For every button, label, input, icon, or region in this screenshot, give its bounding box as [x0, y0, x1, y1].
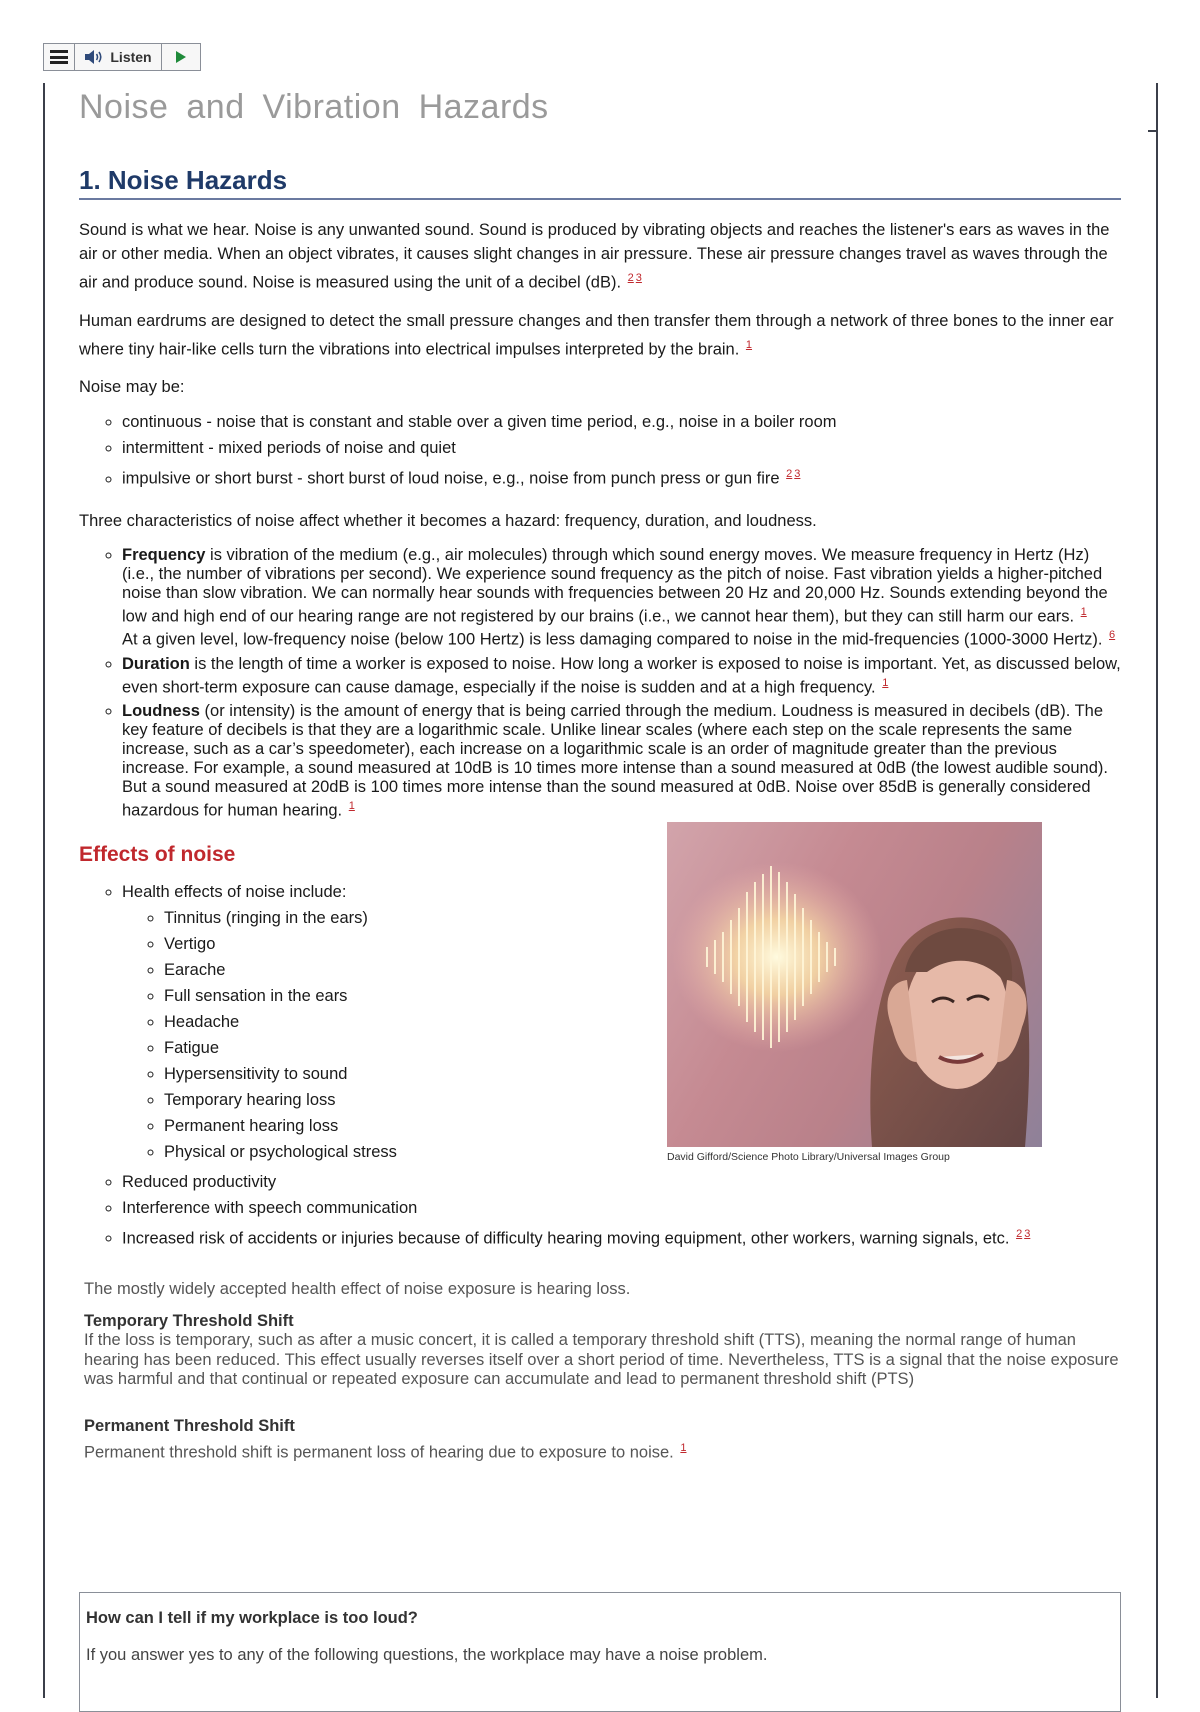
section-heading: 1. Noise Hazards [79, 165, 1121, 200]
page-frame-left [43, 83, 45, 1698]
pts-text: Permanent threshold shift is permanent loss of hearing due to exposure to noise. [84, 1443, 674, 1461]
footnote-link[interactable]: 1 [745, 338, 753, 351]
list-item: ◦ Increased risk of accidents or injuries because of difficulty hearing moving equipment, other workers, warning signals, etc. $^{2 3}$ [122, 1221, 1121, 1252]
footnote-link[interactable]: 2 [627, 272, 634, 284]
list-item: ◦ Permanent hearing loss [164, 1113, 722, 1139]
footnote-refs [744, 339, 752, 351]
list-item: ◦ Fatigue [164, 1035, 722, 1061]
list-item: ◦ Headache [164, 1009, 722, 1035]
list-item-duration: ◦ Duration is the length of time a worker is exposed to noise. How long a worker is exposed to noise is important. Yet, as discussed below, even short-term exposure can cause damage, especially if the noise is sudden and at a high frequency. $^1$ [122, 655, 1121, 698]
footnote-refs [880, 677, 888, 689]
intro-text: Sound is what we hear. Noise is any unwanted sound. Sound is produced by vibrating objects and reaches the listener's ears as waves in the air or other media. When an object vibrates, it causes slight changes in air pressure. These air pressure changes travel as waves through the air and produce sound. Noise is measured using the unit of a decibel (dB). [79, 221, 1110, 292]
list-item-frequency: ◦ Frequency is vibration of the medium (e.g., air molecules) through which sound energy moves. We measure frequency in Hertz (Hz) (i.e., the number of vibrations per second). We experience sound frequency as the pitch of noise. Fast vibration yields a higher-pitched noise than slow vibration. We can normally hear sounds with frequencies between 20 Hz and 20,000 Hz. Sounds extending beyond the low and high end of our hearing range are not registered by our brains (i.e., we cannot hear them), but they can still harm our ears. $^1$ At a given level, low-frequency noise (below 100 Hertz) is less damaging compared to noise in the mid-frequencies (1000-3000 Hertz). $^6$ [122, 546, 1121, 650]
callout-answer: If you answer yes to any of the following questions, the workplace may have a noise problem. [86, 1646, 768, 1664]
photo-caption: David Gifford/Science Photo Library/Universal Images Group [667, 1151, 950, 1163]
list-item: ◦ Vertigo [164, 931, 722, 957]
footnote-link[interactable]: 2 [1016, 1227, 1023, 1240]
list-item: ◦ Full sensation in the ears [164, 983, 722, 1009]
play-icon [175, 50, 187, 64]
footnote-refs [784, 468, 800, 480]
photo-illustration [667, 822, 1042, 1147]
footnote-link[interactable]: 1 [680, 1441, 687, 1454]
characteristics-intro: Three characteristics of noise affect whether it becomes a hazard: frequency, duration, and loudness. [79, 511, 817, 530]
eardrum-paragraph [79, 309, 1121, 362]
tts-title: Temporary Threshold Shift [84, 1312, 294, 1330]
play-button[interactable] [162, 44, 200, 70]
noise-photo [667, 822, 1042, 1147]
footnote-refs [1107, 629, 1115, 641]
list-item: ◦ intermittent - mixed periods of noise and quiet [122, 435, 1121, 461]
main-content [79, 88, 1121, 1464]
photo-figure [667, 822, 1042, 1163]
footnote-link[interactable]: 1 [348, 800, 355, 812]
list-item: ◦ Health effects of noise include: ◦ Tinnitus (ringing in the ears) ◦ Vertigo ◦ Earache ◦ Full sensation in the ears ◦ Headache ◦ Fatigue ◦ Hypersensitivity to sound ◦ Temporary hearing loss ◦ Permanent hearing loss ◦ Physical or psychological stress [122, 879, 722, 1165]
footnote-link[interactable]: 3 [794, 468, 801, 480]
page-title: Noise and Vibration Hazards [79, 88, 549, 126]
list-item: ◦ Earache [164, 957, 722, 983]
callout-question: How can I tell if my workplace is too loud? [86, 1609, 418, 1627]
listen-label: Listen [110, 49, 152, 65]
effects-list [79, 879, 722, 1165]
list-item: ◦ Hypersensitivity to sound [164, 1061, 722, 1087]
footnote-link[interactable]: 2 [786, 468, 793, 480]
pts-title: Permanent Threshold Shift [84, 1416, 295, 1435]
list-item: ◦ Interference with speech communication [122, 1195, 1121, 1221]
footnote-refs [678, 1442, 686, 1454]
page-frame-right [1156, 83, 1158, 1698]
characteristics-list [79, 546, 1121, 821]
readspeaker-toolbar [43, 43, 201, 71]
health-effects-list [122, 905, 722, 1165]
speaker-icon [84, 49, 104, 65]
footnote-refs [626, 272, 642, 284]
threshold-section [79, 1277, 1121, 1464]
footnote-link[interactable]: 1 [882, 676, 889, 689]
intro-paragraph [79, 218, 1121, 295]
eardrum-text: Human eardrums are designed to detect the small pressure changes and then transfer them through a network of three bones to the inner ear where tiny hair-like cells turn the vibrations into electrical impulses interpreted by the brain. [79, 311, 1114, 358]
footnote-refs [1079, 606, 1087, 618]
list-item: ◦ continuous - noise that is constant and stable over a given time period, e.g., noise in a boiler room [122, 409, 1121, 435]
footnote-link[interactable]: 1 [1080, 605, 1087, 618]
footnote-link[interactable]: 3 [635, 272, 642, 284]
effects-list-continued [79, 1169, 1121, 1252]
list-item-loudness: ◦ Loudness (or intensity) is the amount of energy that is being carried through the medium. Loudness is measured in decibels (dB). The key feature of decibels is that they are a logarithmic scale. Unlike linear scales (where each step on the scale represents the same increase, such as a car’s speedometer), each increase on a logarithmic scale is an order of magnitude greater than the previous increase. For example, a sound measured at 10dB is 10 times more intense than a sound measured at 0dB (the lowest audible sound). But a sound measured at 20dB is 100 times more intense than the sound measured at 0dB. Noise over 85dB is generally considered hazardous for human hearing. $^1$ [122, 702, 1121, 821]
effects-heading: Effects of noise [79, 842, 236, 866]
listen-button[interactable] [75, 44, 162, 70]
list-item: ◦ impulsive or short burst - short burst of loud noise, e.g., noise from punch press or gun fire $^{2 3}$ [122, 461, 1121, 492]
list-item: ◦ Tinnitus (ringing in the ears) [164, 905, 722, 931]
list-item: ◦ Reduced productivity [122, 1169, 1121, 1195]
noise-types-intro: Noise may be: [79, 378, 185, 396]
threshold-intro: The mostly widely accepted health effect of noise exposure is hearing loss. [84, 1280, 631, 1298]
footnote-link[interactable]: 6 [1109, 629, 1116, 641]
list-item: ◦ Temporary hearing loss [164, 1087, 722, 1113]
menu-button[interactable] [44, 44, 75, 70]
hamburger-icon [50, 50, 68, 64]
callout-box [79, 1592, 1121, 1712]
list-item: ◦ Physical or psychological stress [164, 1139, 722, 1165]
page-frame-right-cap [1148, 130, 1158, 132]
pts-paragraph [84, 1436, 1121, 1465]
tts-text: If the loss is temporary, such as after a music concert, it is called a temporary threshold shift (TTS), meaning the normal range of human hearing has been reduced. This effect usually reverses itself over a short period of time. Nevertheless, TTS is a signal that the noise exposure was harmful and that continual or repeated exposure can accumulate and lead to permanent threshold shift (PTS) [84, 1331, 1119, 1388]
noise-types-list [79, 409, 1121, 492]
footnote-refs [347, 800, 355, 812]
footnote-link[interactable]: 3 [1024, 1227, 1031, 1240]
footnote-refs [1014, 1228, 1030, 1240]
